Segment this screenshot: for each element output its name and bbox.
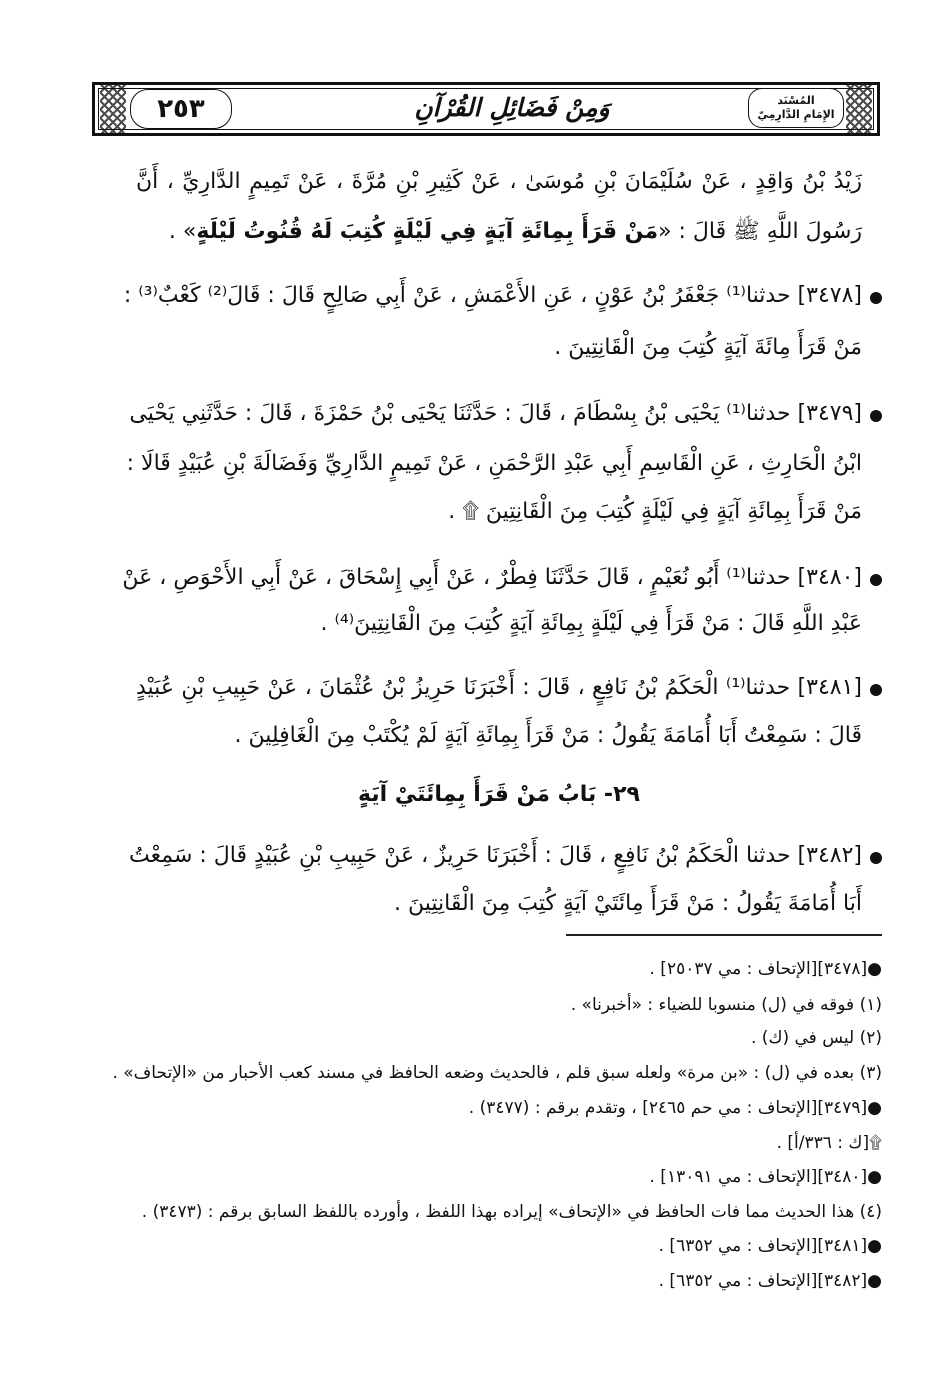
hadith-bullet-icon: [870, 292, 882, 304]
footnote: (٤) هذا الحديث مما فات الحافظ في «الإتحاف» إيراده بهذا اللفظ ، وأورده باللفظ السابق برقم : (٣٤٧٣) .: [141, 1202, 882, 1222]
footnote: ●[٣٤٧٨][الإتحاف : مي ٢٥٠٣٧] .: [649, 959, 882, 979]
text-line: رَسُولَ اللَّهِ ﷺ قَالَ : «مَنْ قَرَأَ بِمِائَةِ آيَةٍ فِي لَيْلَةٍ كُتِبَ لَهُ قُنُوتُ لَيْلَةٍ» .: [168, 219, 862, 244]
footnote: ●[٣٤٧٩][الإتحاف : مي حم ٢٤٦٥] ، وتقدم برقم : (٣٤٧٧) .: [468, 1098, 882, 1118]
hadith-bullet-icon: [870, 574, 882, 586]
text-line: عَبْدِ اللَّهِ قَالَ : مَنْ قَرَأَ فِي لَيْلَةٍ بِمِائَةِ آيَةٍ كُتِبَ مِنَ الْقَانِتِينَ⁽⁴⁾ .: [320, 611, 862, 636]
hadith-bullet-icon: [870, 852, 882, 864]
ornament-left-icon: [100, 82, 126, 136]
hadith-3480: [٣٤٨٠] حدثنا⁽¹⁾ أَبُو نُعَيْمٍ ، قَالَ حَدَّثَنَا فِطْرٌ ، عَنْ أَبِي إِسْحَاقَ ، عَنْ أَبِي الأَحْوَصِ ، عَنْ: [122, 565, 862, 590]
page-number: ٢٥٣: [130, 89, 232, 129]
hadith-quote: مَنْ قَرَأَ بِمِائَةِ آيَةٍ فِي لَيْلَةٍ كُتِبَ لَهُ قُنُوتُ لَيْلَةٍ: [196, 219, 659, 244]
text-line: ابْنُ الْحَارِثِ ، عَنِ الْقَاسِمِ أَبِي عَبْدِ الرَّحْمَنِ ، عَنْ تَمِيمٍ الدَّارِيِّ وَفَضَالَةَ بْنِ عُبَيْدٍ قَالَا :: [126, 451, 862, 476]
footnote: ●[٣٤٨٠][الإتحاف : مي ١٣٠٩١] .: [649, 1167, 882, 1187]
footnote: (٢) ليس في (ك) .: [751, 1028, 882, 1048]
footnote-separator: [566, 934, 882, 936]
footnote: ۩[ك : ٣٣٦/أ] .: [776, 1133, 882, 1153]
chapter-heading: ٢٩- بَابُ مَنْ قَرَأَ بِمِائَتَيْ آيَةٍ: [358, 782, 640, 807]
footnote: ●[٣٤٨١][الإتحاف : مي ٦٣٥٢] .: [658, 1236, 882, 1256]
text-line: مَنْ قَرَأَ بِمِائَةِ آيَةٍ فِي لَيْلَةٍ كُتِبَ مِنَ الْقَانِتِينَ ۩ .: [448, 499, 862, 524]
text-line: قَالَ : سَمِعْتُ أَبَا أُمَامَةَ يَقُولُ : مَنْ قَرَأَ بِمِائَةِ آيَةٍ لَمْ يُكْتَبْ مِنَ الْغَافِلِينَ .: [234, 723, 862, 748]
footnote: (٣) بعده في (ل) : «بن مرة» ولعله سبق قلم ، فالحديث وضعه الحافظ في مسند كعب الأحبار من «الإتحاف» .: [112, 1063, 882, 1083]
text-line: زَيْدُ بْنُ وَاقِدٍ ، عَنْ سُلَيْمَانَ بْنِ مُوسَىٰ ، عَنْ كَثِيرِ بْنِ مُرَّةَ ، عَنْ تَمِيمٍ الدَّارِيِّ ، أَنَّ: [136, 169, 862, 194]
hadith-bullet-icon: [870, 684, 882, 696]
seal-line-1: المُسْنَد: [777, 94, 815, 107]
footnote: (١) فوقه في (ل) منسوبا للضياء : «أخبرنا» .: [570, 995, 882, 1015]
seal-line-2: الإِمَامِ الدَّارِمِيّ: [757, 108, 835, 121]
footnote: ●[٣٤٨٢][الإتحاف : مي ٦٣٥٢] .: [658, 1271, 882, 1291]
book-seal: [748, 88, 844, 128]
text-line: أَبَا أُمَامَةَ يَقُولُ : مَنْ قَرَأَ مِائَتَيْ آيَةٍ كُتِبَ مِنَ الْقَانِتِينَ .: [393, 891, 862, 916]
hadith-3479: [٣٤٧٩] حدثنا⁽¹⁾ يَحْيَى بْنُ بِسْطَامَ ، قَالَ : حَدَّثَنَا يَحْيَى بْنُ حَمْزَةَ ، قَالَ : حَدَّثَنِي يَحْيَى: [129, 401, 862, 426]
hadith-3481: [٣٤٨١] حدثنا⁽¹⁾ الْحَكَمُ بْنُ نَافِعٍ ، قَالَ : أَخْبَرَنَا حَرِيزُ بْنُ عُثْمَانَ ، عَنْ حَبِيبِ بْنِ عُبَيْدٍ: [136, 675, 862, 700]
hadith-3478: [٣٤٧٨] حدثنا⁽¹⁾ جَعْفَرُ بْنُ عَوْنٍ ، عَنِ الأَعْمَشِ ، عَنْ أَبِي صَالِحٍ قَالَ : قَالَ⁽²⁾ كَعْبٌ⁽³⁾ :: [123, 283, 862, 308]
chapter-title: وَمِنْ فَضَائِلِ القُرْآنِ: [414, 93, 610, 122]
ornament-right-icon: [846, 82, 872, 136]
page-header: [92, 82, 880, 136]
hadith-3482: [٣٤٨٢] حدثنا الْحَكَمُ بْنُ نَافِعٍ ، قَالَ : أَخْبَرَنَا حَرِيزٌ ، عَنْ حَبِيبِ بْنِ عُبَيْدٍ قَالَ : سَمِعْتُ: [129, 843, 862, 868]
hadith-bullet-icon: [870, 410, 882, 422]
text-line: مَنْ قَرَأَ مِائَةَ آيَةٍ كُتِبَ مِنَ الْقَانِتِينَ .: [554, 335, 862, 360]
